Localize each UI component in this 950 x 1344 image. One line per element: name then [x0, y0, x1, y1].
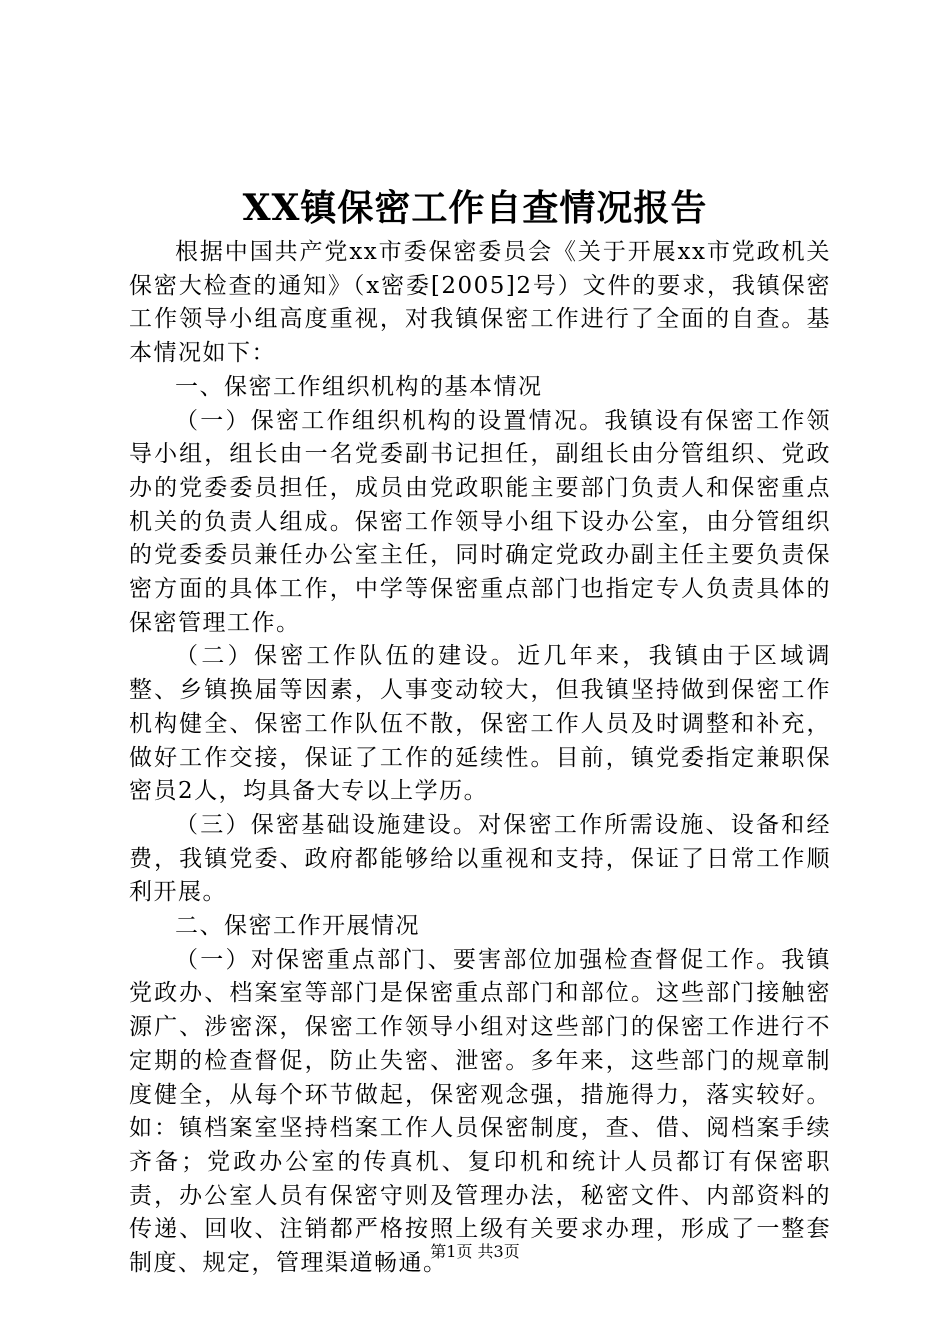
section-heading-1: 一、保密工作组织机构的基本情况: [175, 373, 543, 400]
document-title: XX镇保密工作自查情况报告: [242, 187, 708, 229]
paragraph-2-1: （一）对保密重点部门、要害部位加强检查督促工作。我镇党政办、档案室等部门是保密重点部门和部位。这些部门接触密源广、涉密深，保密工作领导小组对这些部门的保密工作进行不定期的检查督促，防止失密、泄密。多年来，这些部门的规章制度健全，从每个环节做起，保密观念强，措施得力，落实较好。如：镇档案室坚持档案工作人员保密制度，查、借、阅档案手续齐备；党政办公室的传真机、复印机和统计人员都订有保密职责，办公室人员有保密守则及管理办法，秘密文件、内部资料的传递、回收、注销都严格按照上级有关要求办理，形成了一整套制度、规定，管理渠道畅通。: [129, 946, 831, 1277]
paragraph-1-2: （二）保密工作队伍的建设。近几年来，我镇由于区域调整、乡镇换届等因素，人事变动较大，但我镇坚持做到保密工作机构健全、保密工作队伍不散，保密工作人员及时调整和补充，做好工作交接，保证了工作的延续性。目前，镇党委指定兼职保密员2人，均具备大专以上学历。: [129, 643, 831, 805]
paragraph-1-1: （一）保密工作组织机构的设置情况。我镇设有保密工作领导小组，组长由一名党委副书记担任，副组长由分管组织、党政办的党委委员担任，成员由党政职能主要部门负责人和保密重点机关的负责人组成。保密工作领导小组下设办公室，由分管组织的党委委员兼任办公室主任，同时确定党政办副主任主要负责保密方面的具体工作，中学等保密重点部门也指定专人负责具体的保密管理工作。: [129, 407, 831, 636]
page-footer: 第1页 共3页: [430, 1242, 520, 1261]
paragraph-1-3: （三）保密基础设施建设。对保密工作所需设施、设备和经费，我镇党委、政府都能够给以重视和支持，保证了日常工作顺利开展。: [129, 811, 831, 906]
intro-paragraph: 根据中国共产党xx市委保密委员会《关于开展xx市党政机关保密大检查的通知》（x密委[2005]2号）文件的要求，我镇保密工作领导小组高度重视，对我镇保密工作进行了全面的自查。基本情况如下：: [129, 239, 831, 367]
document-body: [129, 236, 831, 1281]
section-heading-2: 二、保密工作开展情况: [175, 913, 420, 940]
